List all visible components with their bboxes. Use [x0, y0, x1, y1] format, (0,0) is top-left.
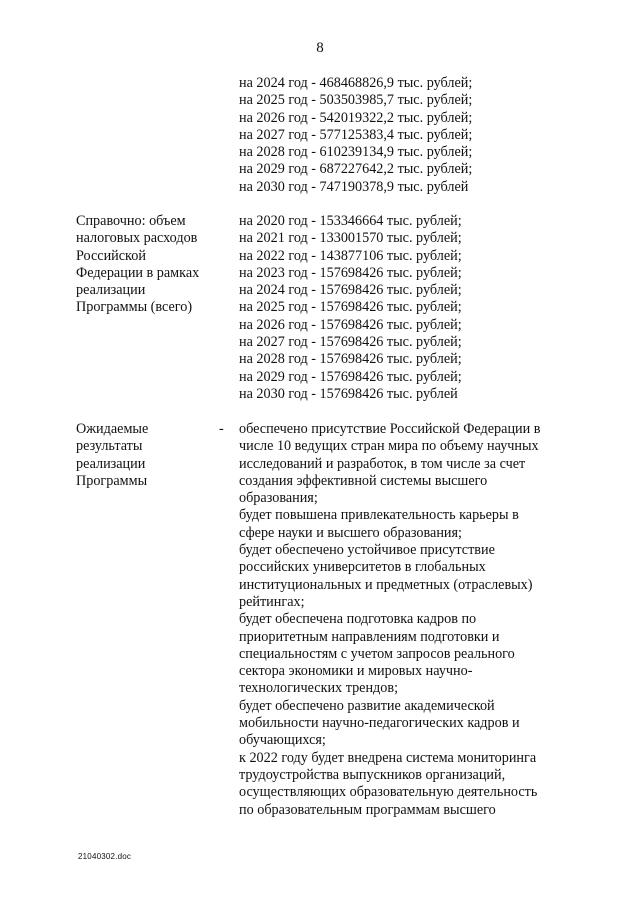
funding-line: на 2029 год - 687227642,2 тыс. рублей; [239, 161, 473, 178]
dash-separator: - [219, 421, 224, 437]
result-line: трудоустройства выпускников организаций, [239, 766, 506, 783]
result-line: рейтингах; [239, 593, 305, 610]
result-line: приоритетным направлениям подготовки и [239, 628, 500, 645]
funding-line: на 2026 год - 542019322,2 тыс. рублей; [239, 109, 473, 126]
result-line: к 2022 году будет внедрена система мониторинга [239, 749, 537, 766]
label-line: Справочно: объем [76, 213, 186, 229]
label-line: Программы [76, 472, 148, 489]
label-line: Ожидаемые [76, 421, 149, 437]
tax-value-line: на 2025 год - 157698426 тыс. рублей; [239, 299, 462, 316]
tax-value-line: на 2030 год - 157698426 тыс. рублей [239, 385, 458, 402]
result-line: по образовательным программам высшего [239, 801, 496, 818]
label-line: результаты [76, 438, 143, 455]
funding-line: на 2030 год - 747190378,9 тыс. рублей [239, 178, 469, 195]
result-line: будет обеспечено устойчивое присутствие [239, 542, 495, 559]
label-line: Программы (всего) [76, 299, 193, 316]
tax-value-line: на 2021 год - 133001570 тыс. рублей; [239, 230, 462, 247]
funding-line: на 2024 год - 468468826,9 тыс. рублей; [239, 75, 473, 91]
result-line: российских университетов в глобальных [239, 559, 486, 576]
expected-results-label [76, 421, 148, 490]
result-line: образования; [239, 490, 318, 507]
label-line: налоговых расходов [76, 230, 198, 247]
label-line: реализации [76, 282, 146, 299]
funding-line: на 2027 год - 577125383,4 тыс. рублей; [239, 126, 473, 143]
tax-expenditures-label [76, 213, 199, 317]
result-line: будет обеспечена подготовка кадров по [239, 611, 477, 628]
expected-results-text [239, 421, 540, 819]
result-line: специальностям с учетом запросов реального [239, 645, 515, 662]
funding-line: на 2025 год - 503503985,7 тыс. рублей; [239, 92, 473, 109]
result-line: будет обеспечено развитие академической [239, 697, 495, 714]
tax-value-line: на 2027 год - 157698426 тыс. рублей; [239, 334, 462, 351]
footer-filename: 21040302.doc [78, 852, 132, 861]
tax-value-line: на 2020 год - 153346664 тыс. рублей; [239, 213, 462, 229]
page-number: 8 [316, 40, 324, 56]
tax-value-line: на 2028 год - 157698426 тыс. рублей; [239, 351, 462, 368]
result-line: технологических трендов; [239, 680, 399, 697]
result-line: осуществляющих образовательную деятельность [239, 784, 538, 801]
result-line: числе 10 ведущих стран мира по объему научных [239, 438, 539, 455]
tax-value-line: на 2024 год - 157698426 тыс. рублей; [239, 282, 462, 299]
tax-value-line: на 2026 год - 157698426 тыс. рублей; [239, 316, 462, 333]
result-line: создания эффективной системы высшего [239, 472, 488, 489]
result-line: исследований и разработок, в том числе за счет [239, 455, 526, 472]
result-line: обеспечено присутствие Российской Федерации в [239, 421, 541, 437]
tax-expenditures-values [239, 213, 462, 403]
result-line: сфере науки и высшего образования; [239, 524, 462, 541]
tax-value-line: на 2023 год - 157698426 тыс. рублей; [239, 264, 462, 281]
funding-line: на 2028 год - 610239134,9 тыс. рублей; [239, 144, 473, 161]
tax-value-line: на 2029 год - 157698426 тыс. рублей; [239, 368, 462, 385]
result-line: институциональных и предметных (отраслевых) [239, 576, 533, 593]
label-line: реализации [76, 455, 146, 472]
tax-value-line: на 2022 год - 143877106 тыс. рублей; [239, 247, 462, 264]
result-line: сектора экономики и мировых научно- [239, 663, 473, 680]
result-line: обучающихся; [239, 732, 326, 749]
result-line: будет повышена привлекательность карьеры в [239, 507, 519, 524]
result-line: мобильности научно-педагогических кадров и [239, 715, 520, 732]
label-line: Российской [76, 247, 146, 264]
label-line: Федерации в рамках [76, 264, 200, 281]
funding-continued-list [239, 75, 472, 196]
